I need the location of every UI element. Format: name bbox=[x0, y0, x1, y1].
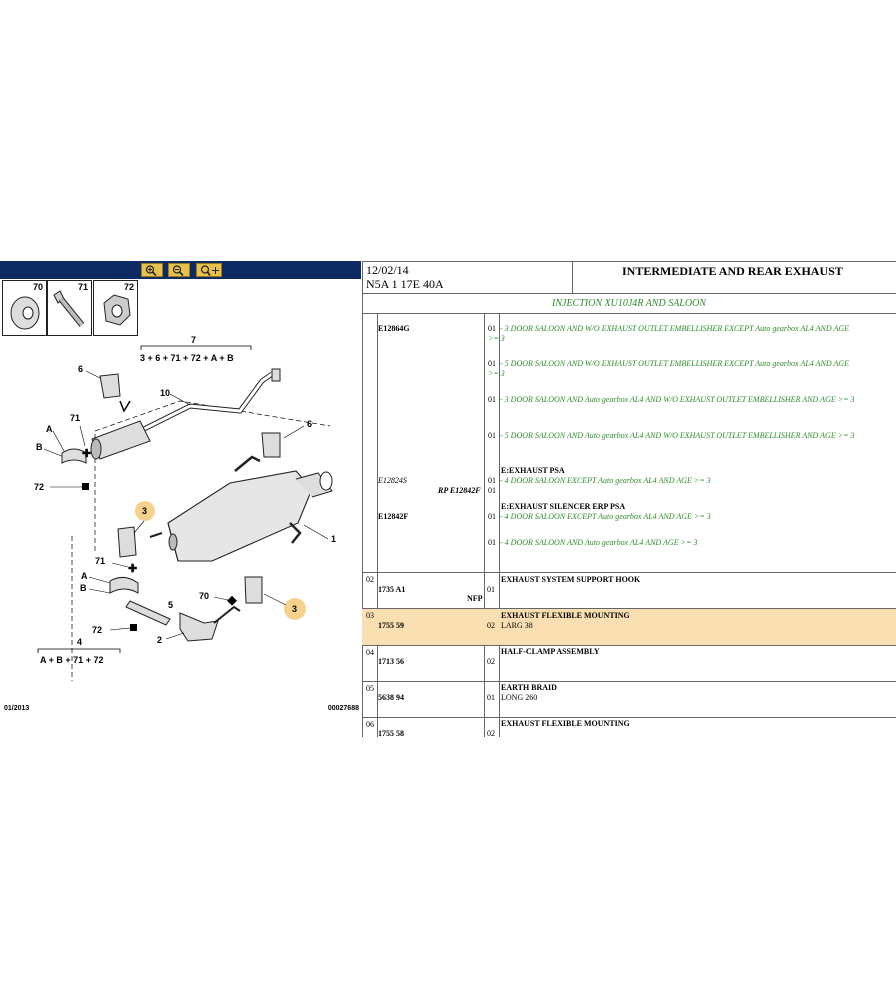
earth-braid bbox=[126, 601, 170, 625]
half-clamp bbox=[110, 577, 138, 593]
part-number: 5638 94 bbox=[378, 693, 404, 702]
part-number: E12842F bbox=[378, 512, 409, 521]
flexible-mounting bbox=[245, 577, 262, 603]
parts-list-pane bbox=[362, 261, 896, 737]
callout-71: 71 bbox=[70, 413, 81, 423]
thumbnail-number: 72 bbox=[123, 282, 134, 292]
intermediate-pipe bbox=[140, 374, 272, 431]
rear-silencer bbox=[168, 471, 312, 561]
callout-71: 71 bbox=[95, 556, 106, 566]
callout-72: 72 bbox=[34, 482, 45, 492]
part-number: 1755 58 bbox=[378, 729, 404, 737]
sequence-number: 02 bbox=[366, 575, 374, 584]
condition-line: 01 - 4 DOOR SALOON EXCEPT Auto gearbox AL4 AND AGE >= 3 bbox=[488, 476, 711, 485]
item-detail: LONG 260 bbox=[501, 693, 538, 702]
callout-2: 2 bbox=[157, 635, 163, 645]
diagram-code: 00027688 bbox=[327, 705, 359, 712]
page-title: INTERMEDIATE AND REAR EXHAUST bbox=[622, 264, 843, 278]
callout-7-formula: 3 + 6 + 71 + 72 + A + B bbox=[140, 353, 234, 363]
support-bracket bbox=[180, 613, 218, 641]
condition-line: 01 - 4 DOOR SALOON EXCEPT Auto gearbox AL4 AND AGE >= 3 bbox=[488, 512, 711, 521]
part-number: E12864G bbox=[378, 324, 410, 333]
condition-line: 01 - 5 DOOR SALOON AND W/O EXHAUST OUTLET EMBELLISHER EXCEPT Auto gearbox AL4 AND AGE >= 3 bbox=[488, 359, 850, 378]
bracket-line bbox=[141, 346, 251, 350]
callout-4: 4 bbox=[77, 637, 83, 647]
callout-1: 1 bbox=[331, 534, 337, 544]
nut-marker bbox=[82, 483, 89, 490]
bracket-line bbox=[38, 649, 120, 653]
parts-row[interactable] bbox=[362, 573, 896, 608]
header-date: 12/02/14 bbox=[366, 263, 409, 277]
part-number: 1713 56 bbox=[378, 657, 404, 666]
quantity: 01 bbox=[487, 693, 495, 702]
parts-row[interactable] bbox=[362, 682, 896, 717]
sequence-number: 05 bbox=[366, 684, 374, 693]
item-title: EXHAUST FLEXIBLE MOUNTING bbox=[501, 611, 630, 620]
item-title: EARTH BRAID bbox=[501, 683, 557, 692]
rubber-mount bbox=[262, 433, 280, 457]
header-reference: N5A 1 17E 40A bbox=[366, 277, 444, 291]
flexible-mounting bbox=[118, 527, 136, 557]
section-subtitle: INJECTION XU10J4R AND SALOON bbox=[552, 298, 706, 309]
part-number: E12824S bbox=[378, 476, 407, 485]
callout-A: A bbox=[46, 424, 53, 434]
bolt-marker: ✚ bbox=[128, 563, 138, 575]
parts-row[interactable] bbox=[362, 718, 896, 737]
condition-line: 01 - 3 DOOR SALOON AND W/O EXHAUST OUTLET EMBELLISHER EXCEPT Auto gearbox AL4 AND AGE >= 3 bbox=[488, 324, 850, 343]
diagram-date: 01/2013 bbox=[4, 705, 30, 712]
sequence-number: 03 bbox=[366, 611, 374, 620]
quantity: 02 bbox=[487, 729, 495, 737]
parts-row[interactable] bbox=[362, 314, 896, 572]
item-detail: LARG 38 bbox=[501, 621, 533, 630]
quantity: 02 bbox=[487, 657, 495, 666]
replacement-part: RP E12842F bbox=[438, 486, 481, 495]
callout-72: 72 bbox=[92, 625, 103, 635]
condition-line: 01 - 5 DOOR SALOON AND Auto gearbox AL4 AND W/O EXHAUST OUTLET EMBELLISHER AND AGE >= 3 bbox=[488, 431, 855, 440]
callout-3: 3 bbox=[292, 604, 298, 614]
callout-70: 70 bbox=[199, 591, 210, 601]
quantity: 01 bbox=[487, 585, 495, 594]
nut-marker bbox=[130, 624, 137, 631]
item-title: EXHAUST FLEXIBLE MOUNTING bbox=[501, 719, 630, 728]
callout-5: 5 bbox=[168, 600, 174, 610]
pipe-flange bbox=[272, 369, 280, 381]
callout-7: 7 bbox=[191, 335, 197, 345]
callout-3: 3 bbox=[142, 506, 148, 516]
support-hook bbox=[290, 523, 300, 543]
sequence-number: 06 bbox=[366, 720, 374, 729]
callout-6: 6 bbox=[78, 364, 84, 374]
washer-marker bbox=[227, 596, 237, 606]
callout-10: 10 bbox=[160, 388, 171, 398]
item-title: HALF-CLAMP ASSEMBLY bbox=[501, 647, 600, 656]
support-hook bbox=[235, 457, 260, 471]
callout-B: B bbox=[80, 583, 87, 593]
callout-4-formula: A + B + 71 + 72 bbox=[40, 655, 104, 665]
parts-row-selected[interactable] bbox=[362, 609, 896, 645]
exhaust-diagram bbox=[0, 261, 362, 701]
nfp-flag: NFP bbox=[467, 594, 483, 603]
quantity: 01 bbox=[488, 486, 496, 495]
bolt-marker: ✚ bbox=[82, 448, 92, 460]
callout-6: 6 bbox=[307, 419, 313, 429]
item-title: E:EXHAUST SILENCER ERP PSA bbox=[501, 502, 626, 511]
condition-line: 01 - 3 DOOR SALOON AND Auto gearbox AL4 AND W/O EXHAUST OUTLET EMBELLISHER AND AGE >= 3 bbox=[488, 395, 855, 404]
rubber-mount bbox=[100, 374, 120, 398]
item-title: EXHAUST SYSTEM SUPPORT HOOK bbox=[501, 575, 641, 584]
condition-line: 01 - 4 DOOR SALOON AND Auto gearbox AL4 AND AGE >= 3 bbox=[488, 538, 698, 547]
diagram-pane bbox=[0, 261, 362, 716]
quantity: 02 bbox=[487, 621, 495, 630]
sequence-number: 04 bbox=[366, 648, 374, 657]
thumbnail-number: 70 bbox=[32, 282, 43, 292]
callout-B: B bbox=[36, 442, 43, 452]
part-number: 1735 A1 bbox=[378, 585, 406, 594]
thumbnail-number: 71 bbox=[77, 282, 88, 292]
silencer-end bbox=[91, 439, 101, 459]
part-number: 1755 59 bbox=[378, 621, 404, 630]
parts-row[interactable] bbox=[362, 646, 896, 681]
item-title: E:EXHAUST PSA bbox=[501, 466, 565, 475]
callout-A: A bbox=[81, 571, 88, 581]
